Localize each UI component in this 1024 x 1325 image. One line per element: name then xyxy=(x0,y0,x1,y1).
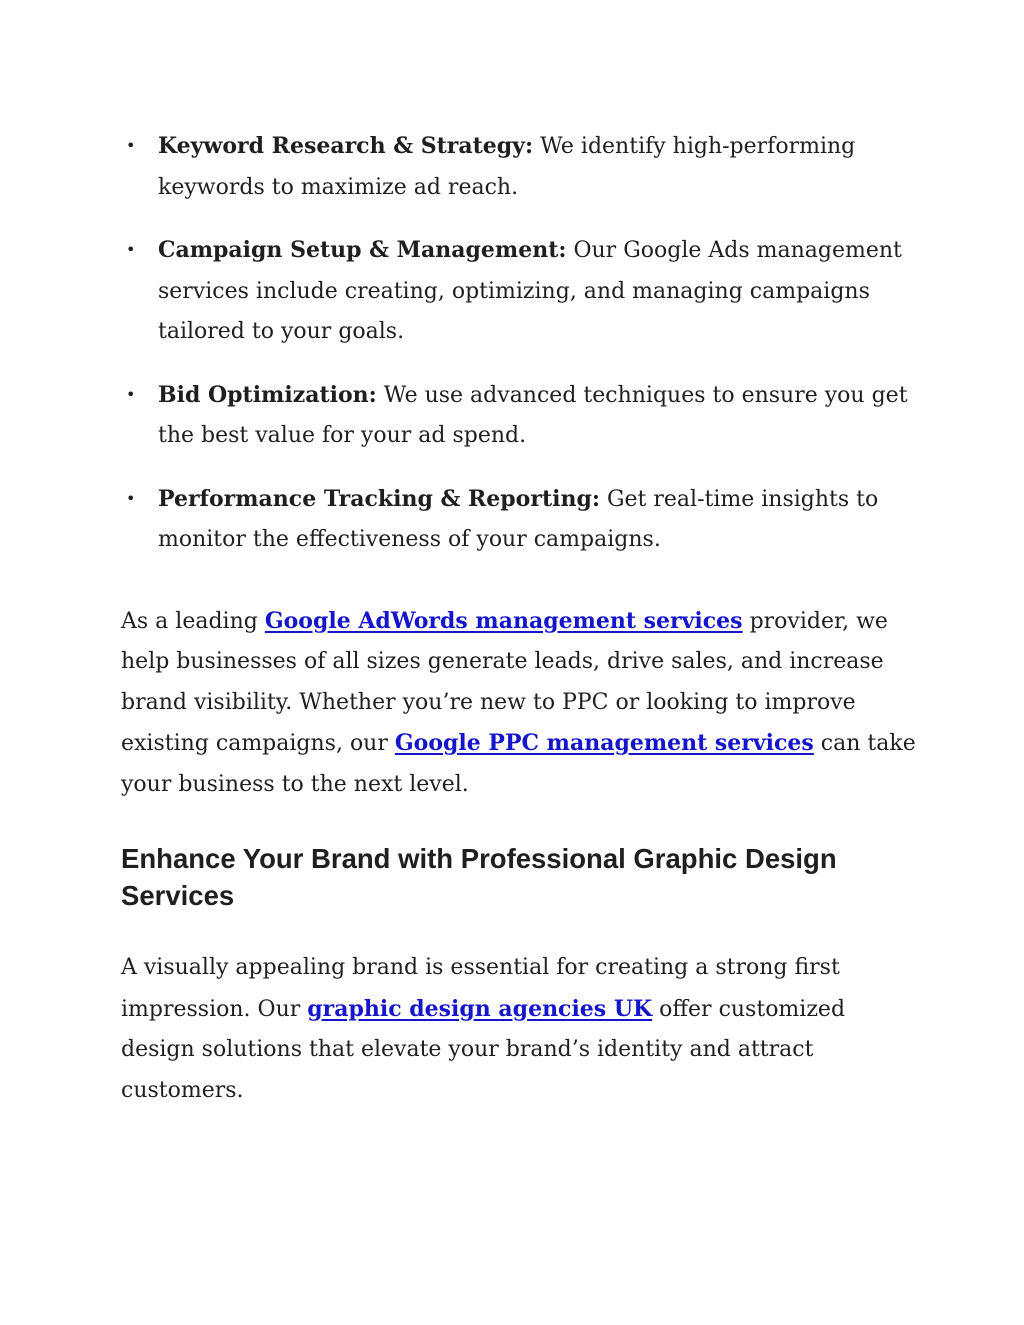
service-bullet-list xyxy=(121,126,921,561)
bullet-text: Our Google Ads management services include creating, optimizing, and managing campaigns tailored to your goals. xyxy=(158,238,902,344)
bullet-label: Keyword Research & Strategy: xyxy=(158,133,534,159)
paragraph-text: can take your business to the next level. xyxy=(121,731,916,797)
bullet-text: We identify high-performing keywords to maximize ad reach. xyxy=(158,134,856,200)
bullet-item-performance-tracking xyxy=(121,479,921,561)
paragraph-text: offer customized design solutions that elevate your brand’s identity and attract customers. xyxy=(121,996,846,1103)
bullet-dot-icon: • xyxy=(126,384,136,404)
adwords-paragraph xyxy=(121,601,921,806)
bullet-label: Performance Tracking & Reporting: xyxy=(158,485,600,512)
bullet-label: Campaign Setup & Management: xyxy=(158,237,567,263)
paragraph-text: As a leading xyxy=(121,608,265,634)
google-adwords-management-link[interactable]: Google AdWords management services xyxy=(264,607,743,634)
section-heading: Enhance Your Brand with Professional Graphic Design Services xyxy=(121,843,837,911)
bullet-item-bid-optimization xyxy=(121,375,921,457)
graphic-design-agencies-link[interactable]: graphic design agencies UK xyxy=(307,995,653,1022)
bullet-text: Get real-time insights to monitor the effectiveness of your campaigns. xyxy=(158,486,879,552)
graphic-design-paragraph xyxy=(121,948,921,1111)
bullet-dot-icon: • xyxy=(126,240,136,259)
bullet-item-keyword-research xyxy=(121,126,921,208)
bullet-dot-icon: • xyxy=(126,488,136,508)
bullet-item-campaign-setup xyxy=(121,230,921,353)
google-ppc-management-link[interactable]: Google PPC management services xyxy=(394,730,814,756)
document-page xyxy=(121,126,921,1111)
bullet-label: Bid Optimization: xyxy=(158,381,377,408)
paragraph-text: A visually appealing brand is essential for creating a strong first impression. Our xyxy=(121,955,840,1022)
bullet-text: We use advanced techniques to ensure you get the best value for your ad spend. xyxy=(158,382,908,448)
paragraph-text: provider, we help businesses of all sizes generate leads, drive sales, and increase brand visibility. Whether you’re new to PPC or looking to improve existing campaigns, our xyxy=(121,608,888,756)
bullet-dot-icon: • xyxy=(126,136,136,155)
